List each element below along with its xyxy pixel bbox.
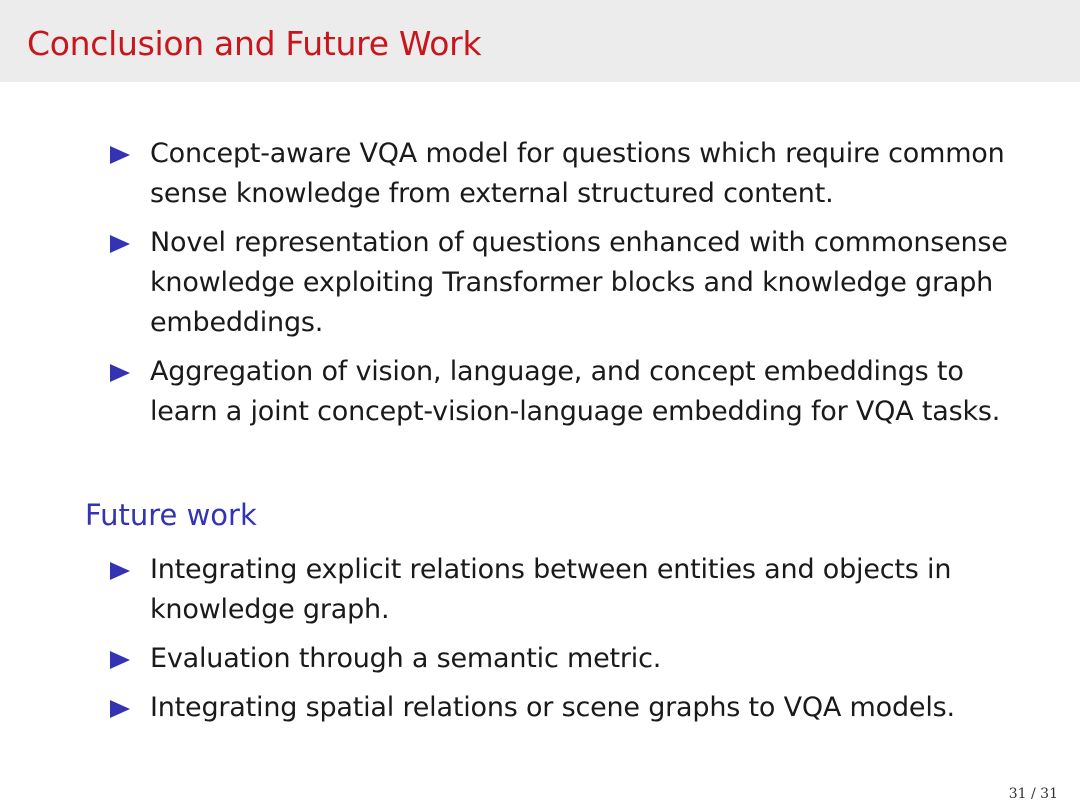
slide-title: Conclusion and Future Work	[27, 24, 482, 63]
triangle-bullet-icon	[110, 651, 130, 669]
conclusion-bullet-list	[108, 134, 1008, 441]
bullet-text: Evaluation through a semantic metric.	[150, 643, 662, 674]
title-bar	[0, 0, 1080, 82]
bullet-item	[108, 639, 1008, 679]
future-work-bullet-list	[108, 550, 1008, 737]
bullet-item	[108, 134, 1008, 214]
triangle-bullet-icon	[110, 700, 130, 718]
bullet-item	[108, 688, 1008, 728]
bullet-text: Integrating spatial relations or scene graphs to VQA models.	[150, 692, 955, 723]
bullet-item	[108, 352, 1008, 432]
bullet-text: Concept-aware VQA model for questions which require common sense knowledge from external structured content.	[150, 138, 1005, 209]
triangle-bullet-icon	[110, 364, 130, 382]
future-work-heading: Future work	[85, 498, 257, 532]
triangle-bullet-icon	[110, 562, 130, 580]
triangle-bullet-icon	[110, 235, 130, 253]
bullet-item	[108, 223, 1008, 343]
bullet-text: Novel representation of questions enhanced with commonsense knowledge exploiting Transformer blocks and knowledge graph embeddings.	[150, 227, 1008, 338]
page-number: 31 / 31	[1008, 786, 1058, 802]
bullet-item	[108, 550, 1008, 630]
triangle-bullet-icon	[110, 146, 130, 164]
bullet-text: Integrating explicit relations between entities and objects in knowledge graph.	[150, 554, 952, 625]
bullet-text: Aggregation of vision, language, and concept embeddings to learn a joint concept-vision-language embedding for VQA tasks.	[150, 356, 1001, 427]
